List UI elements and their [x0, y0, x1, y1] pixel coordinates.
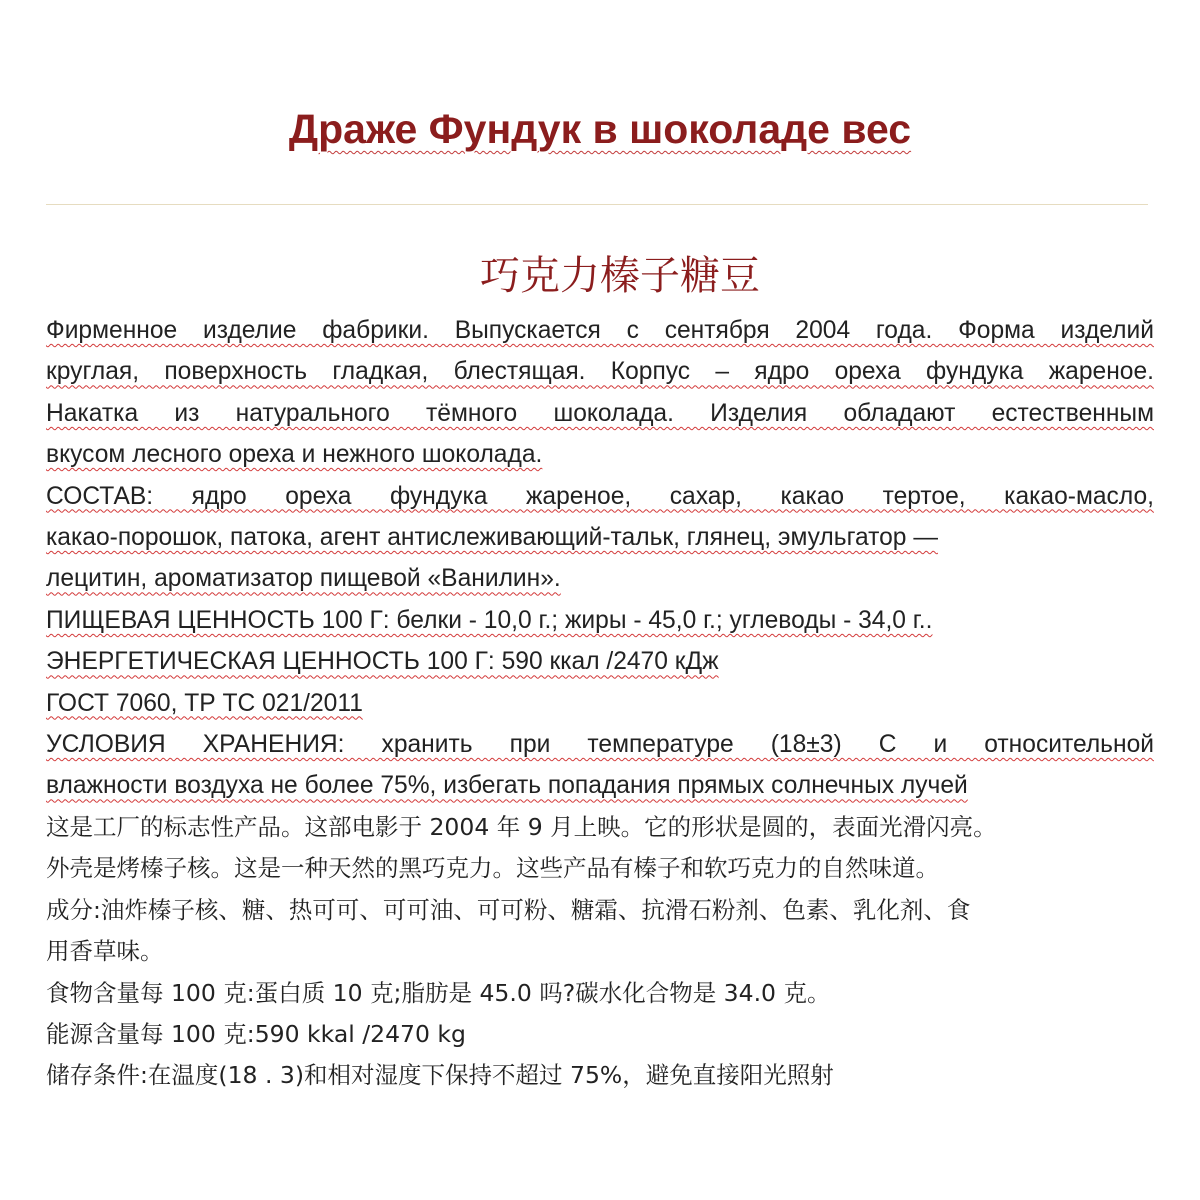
energy-line-ru: ЭНЕРГЕТИЧЕСКАЯ ЦЕННОСТЬ 100 Г: 590 ккал /2470 кДж [46, 648, 719, 676]
description-line-cn: 这是工厂的标志性产品。这部电影于 2004 年 9 月上映。它的形状是圆的，表面光滑闪亮。 [46, 812, 997, 841]
composition-line-cn: 用香草味。 [46, 937, 164, 966]
storage-line-ru: влажности воздуха не более 75%, избегать попадания прямых солнечных лучей [46, 772, 968, 800]
description-line-ru: Фирменное изделие фабрики. Выпускается с сентября 2004 года. Форма изделий [46, 317, 1154, 344]
storage-line-cn: 储存条件:在温度(18 . 3)和相对湿度下保持不超过 75%，避免直接阳光照射 [46, 1061, 834, 1090]
composition-line-cn: 成分:油炸榛子核、糖、热可可、可可油、可可粉、糖霜、抗滑石粉剂、色素、乳化剂、食 [46, 895, 971, 924]
description-line-ru: Накатка из натурального тёмного шоколада. Изделия обладают естественным [46, 399, 1154, 427]
page-title-cn: 巧克力榛子糖豆 [480, 253, 760, 299]
description-line-ru: вкусом лесного ореха и нежного шоколада. [46, 441, 543, 469]
composition-line-ru: лецитин, ароматизатор пищевой «Ванилин». [46, 565, 561, 593]
description-body [46, 310, 1154, 1097]
composition-line-ru: какао-порошок, патока, агент антислеживающий-тальк, глянец, эмульгатор — [46, 524, 938, 552]
description-line-ru: круглая, поверхность гладкая, блестящая. Корпус – ядро ореха фундука жареное. [46, 358, 1154, 386]
nutrition-line-cn: 食物含量每 100 克:蛋白质 10 克;脂肪是 45.0 吗?碳水化合物是 34.0 克。 [46, 978, 831, 1007]
composition-line-ru: СОСТАВ: ядро ореха фундука жареное, сахар, какао тертое, какао-масло, [46, 482, 1154, 510]
standard-line-ru: ГОСТ 7060, ТР ТС 021/2011 [46, 689, 363, 717]
energy-line-cn: 能源含量每 100 克:590 kkal /2470 kg [46, 1019, 466, 1048]
nutrition-line-ru: ПИЩЕВАЯ ЦЕННОСТЬ 100 Г: белки - 10,0 г.; жиры - 45,0 г.; углеводы - 34,0 г.. [46, 606, 933, 634]
divider [46, 204, 1148, 205]
description-line-cn: 外壳是烤榛子核。这是一种天然的黑巧克力。这些产品有榛子和软巧克力的自然味道。 [46, 854, 939, 883]
page-title-ru: Драже Фундук в шоколаде вес [288, 106, 912, 152]
storage-line-ru: УСЛОВИЯ ХРАНЕНИЯ: хранить при температуре (18±3) С и относительной [46, 731, 1154, 759]
